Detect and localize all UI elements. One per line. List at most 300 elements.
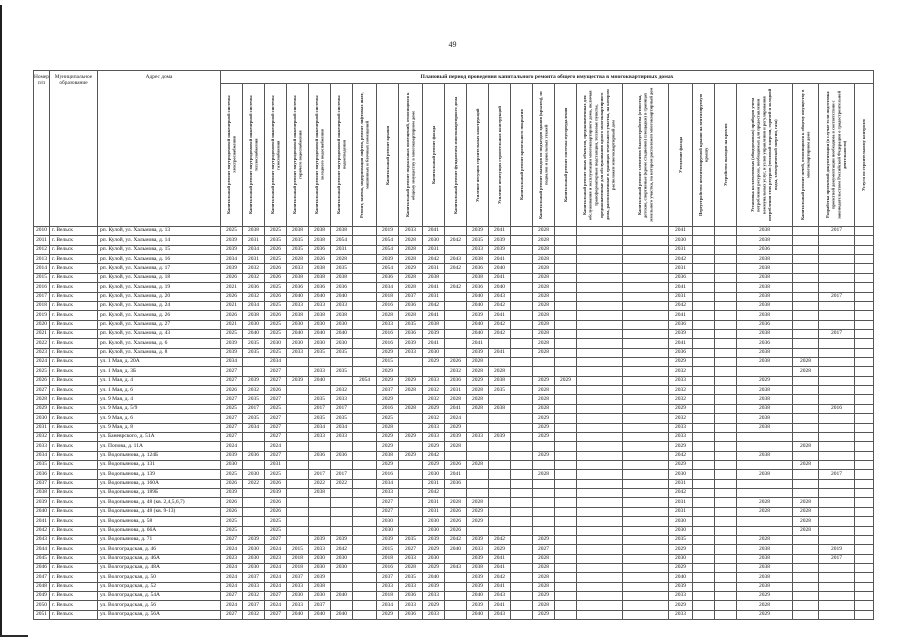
- year-cell: [511, 423, 533, 432]
- year-cell: [715, 423, 737, 432]
- year-cell: [623, 535, 669, 544]
- year-cell: 2017: [309, 470, 331, 479]
- year-cell: [353, 554, 377, 563]
- year-cell: 2038: [423, 320, 445, 329]
- year-cell: [793, 292, 819, 301]
- year-cell: 2033: [669, 376, 693, 385]
- year-cell: 2026: [265, 498, 287, 507]
- municipality-cell: г. Вельск: [50, 283, 98, 292]
- year-cell: [309, 507, 331, 516]
- year-cell: 2029: [445, 423, 467, 432]
- table-row: [34, 535, 874, 544]
- year-cell: [287, 479, 309, 488]
- year-cell: 2026: [265, 507, 287, 516]
- year-cell: [855, 507, 874, 516]
- year-cell: [737, 442, 793, 451]
- work-type-header-text: Усиление несущих строительных конструкций: [474, 108, 480, 202]
- year-cell: 2038: [309, 227, 331, 236]
- year-cell: [287, 470, 309, 479]
- year-cell: 2038: [467, 255, 489, 264]
- year-cell: [623, 273, 669, 282]
- year-cell: 2036: [399, 301, 423, 310]
- year-cell: [623, 601, 669, 610]
- year-cell: 2028: [377, 311, 399, 320]
- year-cell: [511, 460, 533, 469]
- municipality-cell: г. Вельск: [50, 273, 98, 282]
- year-cell: [693, 460, 715, 469]
- year-cell: [793, 264, 819, 273]
- year-cell: [555, 545, 577, 554]
- municipality-cell: г. Вельск: [50, 601, 98, 610]
- year-cell: 2042: [669, 451, 693, 460]
- work-type-header-13: [489, 84, 511, 227]
- year-cell: 2042: [489, 329, 511, 338]
- work-type-header-21: [715, 84, 737, 227]
- year-cell: 2039: [467, 311, 489, 320]
- year-cell: [243, 432, 265, 441]
- municipality-cell: г. Вельск: [50, 367, 98, 376]
- year-cell: [577, 404, 623, 413]
- year-cell: [855, 236, 874, 245]
- year-cell: 2033: [287, 301, 309, 310]
- address-cell: рп. Кулой, ул. Хальмова, д. 20: [98, 292, 221, 301]
- year-cell: 2028: [533, 320, 555, 329]
- year-cell: [855, 227, 874, 236]
- year-cell: [793, 489, 819, 498]
- year-cell: 2026: [265, 273, 287, 282]
- year-cell: 2039: [331, 535, 353, 544]
- year-cell: 2039: [399, 339, 423, 348]
- year-cell: [577, 376, 623, 385]
- year-cell: 2029: [377, 432, 399, 441]
- year-cell: [243, 489, 265, 498]
- year-cell: 2028: [793, 442, 819, 451]
- year-cell: 2036: [467, 283, 489, 292]
- year-cell: 2026: [221, 479, 243, 488]
- year-cell: 2023: [265, 554, 287, 563]
- year-cell: 2038: [737, 423, 793, 432]
- year-cell: 2029: [377, 610, 399, 619]
- year-cell: [577, 386, 623, 395]
- address-cell: ул. Попова, д. 11А: [98, 442, 221, 451]
- year-cell: 2028: [533, 329, 555, 338]
- year-cell: [533, 460, 555, 469]
- municipality-cell: г. Вельск: [50, 610, 98, 619]
- work-type-header-25: [855, 84, 874, 227]
- year-cell: 2040: [309, 376, 331, 385]
- year-cell: 2033: [399, 554, 423, 563]
- year-cell: [693, 601, 715, 610]
- year-cell: 2022: [243, 479, 265, 488]
- year-cell: [623, 554, 669, 563]
- year-cell: [577, 414, 623, 423]
- year-cell: [715, 348, 737, 357]
- year-cell: [243, 367, 265, 376]
- year-cell: [399, 423, 423, 432]
- year-cell: 2029: [669, 563, 693, 572]
- year-cell: 2035: [243, 395, 265, 404]
- year-cell: 2030: [669, 236, 693, 245]
- year-cell: 2036: [331, 451, 353, 460]
- year-cell: [353, 432, 377, 441]
- year-cell: 2038: [737, 236, 793, 245]
- table-row: [34, 395, 874, 404]
- year-cell: [353, 563, 377, 572]
- year-cell: 2036: [737, 339, 793, 348]
- year-cell: 2034: [243, 245, 265, 254]
- year-cell: 2028: [399, 255, 423, 264]
- year-cell: 2023: [221, 554, 243, 563]
- year-cell: [715, 311, 737, 320]
- year-cell: [577, 507, 623, 516]
- year-cell: 2037: [243, 573, 265, 582]
- address-cell: ул. Водопьянова, д. 131: [98, 460, 221, 469]
- year-cell: [623, 367, 669, 376]
- year-cell: [623, 227, 669, 236]
- year-cell: 2041: [423, 339, 445, 348]
- year-cell: [819, 301, 855, 310]
- year-cell: 2036: [399, 592, 423, 601]
- municipality-cell: г. Вельск: [50, 573, 98, 582]
- year-cell: 2029: [533, 423, 555, 432]
- year-cell: [819, 386, 855, 395]
- year-cell: [287, 395, 309, 404]
- year-cell: [353, 610, 377, 619]
- year-cell: [555, 470, 577, 479]
- work-type-header-12: [467, 84, 489, 227]
- year-cell: 2029: [533, 610, 555, 619]
- year-cell: 2018: [287, 563, 309, 572]
- year-cell: 2034: [221, 255, 243, 264]
- year-cell: [511, 311, 533, 320]
- year-cell: 2024: [221, 582, 243, 591]
- year-cell: 2042: [489, 301, 511, 310]
- year-cell: [623, 470, 669, 479]
- year-cell: [693, 582, 715, 591]
- year-cell: 2028: [793, 367, 819, 376]
- year-cell: 2028: [737, 601, 793, 610]
- year-cell: [511, 358, 533, 367]
- year-cell: 2026: [445, 358, 467, 367]
- year-cell: [533, 479, 555, 488]
- year-cell: 2028: [793, 517, 819, 526]
- year-cell: 2036: [243, 451, 265, 460]
- year-cell: [577, 245, 623, 254]
- year-cell: 2028: [737, 498, 793, 507]
- year-cell: [331, 442, 353, 451]
- address-cell: рп. Кулой, ул. Хальмова, д. 27: [98, 320, 221, 329]
- year-cell: [855, 414, 874, 423]
- year-cell: 2042: [489, 535, 511, 544]
- left-header-1: Муниципальное образование: [50, 71, 98, 227]
- municipality-cell: г. Вельск: [50, 376, 98, 385]
- year-cell: 2040: [467, 301, 489, 310]
- year-cell: 2033: [309, 545, 331, 554]
- page-number: 49: [448, 40, 457, 49]
- year-cell: [793, 395, 819, 404]
- year-cell: 2031: [423, 292, 445, 301]
- year-cell: [511, 489, 533, 498]
- year-cell: [793, 386, 819, 395]
- year-cell: [511, 601, 533, 610]
- year-cell: [577, 601, 623, 610]
- year-cell: 2025: [221, 517, 243, 526]
- row-number-cell: 2019: [34, 311, 50, 320]
- year-cell: 2037: [377, 573, 399, 582]
- year-cell: [445, 582, 467, 591]
- year-cell: 2042: [423, 301, 445, 310]
- table-row: [34, 283, 874, 292]
- year-cell: [533, 517, 555, 526]
- year-cell: 2029: [737, 592, 793, 601]
- year-cell: [715, 236, 737, 245]
- year-cell: [577, 329, 623, 338]
- year-cell: [793, 236, 819, 245]
- year-cell: [623, 348, 669, 357]
- year-cell: [555, 236, 577, 245]
- year-cell: 2027: [221, 535, 243, 544]
- year-cell: 2028: [287, 255, 309, 264]
- year-cell: 2035: [309, 348, 331, 357]
- year-cell: [555, 329, 577, 338]
- row-number-cell: 2025: [34, 367, 50, 376]
- year-cell: 2041: [423, 227, 445, 236]
- year-cell: 2042: [445, 264, 467, 273]
- year-cell: 2025: [265, 301, 287, 310]
- address-cell: рп. Кулой, ул. Хальмова, д. 43: [98, 329, 221, 338]
- year-cell: 2036: [287, 283, 309, 292]
- year-cell: [445, 573, 467, 582]
- year-cell: [353, 442, 377, 451]
- year-cell: [693, 592, 715, 601]
- year-cell: [287, 442, 309, 451]
- year-cell: 2025: [265, 255, 287, 264]
- year-cell: 2036: [243, 283, 265, 292]
- year-cell: 2026: [265, 292, 287, 301]
- year-cell: 2037: [309, 601, 331, 610]
- year-cell: 2040: [331, 329, 353, 338]
- address-cell: ул. Водопьянова, д. 48 (кв. 2,4,5,6,7): [98, 498, 221, 507]
- year-cell: [819, 367, 855, 376]
- year-cell: 2028: [533, 283, 555, 292]
- address-cell: ул. Баневрского, д. 51А: [98, 432, 221, 441]
- year-cell: [855, 432, 874, 441]
- year-cell: 2040: [331, 292, 353, 301]
- year-cell: [855, 498, 874, 507]
- year-cell: [489, 507, 511, 516]
- year-cell: 2042: [423, 489, 445, 498]
- year-cell: [511, 386, 533, 395]
- year-cell: 2026: [445, 460, 467, 469]
- year-cell: [555, 582, 577, 591]
- year-cell: 2038: [737, 573, 793, 582]
- year-cell: [577, 592, 623, 601]
- year-cell: 2038: [309, 311, 331, 320]
- work-type-header-text: Капитальный ремонт внутридомовой инженерной системы электроснабжения: [225, 95, 237, 215]
- year-cell: [855, 460, 874, 469]
- year-cell: [555, 592, 577, 601]
- year-cell: 2032: [423, 414, 445, 423]
- year-cell: [533, 498, 555, 507]
- year-cell: 2026: [445, 526, 467, 535]
- table-row: [34, 582, 874, 591]
- year-cell: 2030: [669, 517, 693, 526]
- year-cell: [467, 489, 489, 498]
- table-row: [34, 517, 874, 526]
- year-cell: [693, 367, 715, 376]
- year-cell: 2028: [793, 498, 819, 507]
- year-cell: [855, 329, 874, 338]
- year-cell: [793, 283, 819, 292]
- year-cell: 2033: [399, 227, 423, 236]
- table-row: [34, 489, 874, 498]
- address-cell: рп. Кулой, ул. Хальмова, д. 17: [98, 264, 221, 273]
- year-cell: 2027: [265, 451, 287, 460]
- year-cell: [623, 545, 669, 554]
- year-cell: 2017: [309, 404, 331, 413]
- year-cell: 2016: [377, 470, 399, 479]
- year-cell: 2019: [819, 545, 855, 554]
- year-cell: 2028: [737, 535, 793, 544]
- year-cell: [353, 301, 377, 310]
- year-cell: [855, 367, 874, 376]
- municipality-cell: г. Вельск: [50, 451, 98, 460]
- year-cell: 2033: [309, 367, 331, 376]
- year-cell: 2038: [737, 264, 793, 273]
- year-cell: [715, 301, 737, 310]
- year-cell: 2033: [309, 432, 331, 441]
- year-cell: 2038: [309, 489, 331, 498]
- year-cell: [855, 554, 874, 563]
- year-cell: [555, 517, 577, 526]
- year-cell: [353, 545, 377, 554]
- year-cell: 2033: [399, 582, 423, 591]
- address-cell: рп. Кулой, ул. Хальмова, д. 26: [98, 311, 221, 320]
- year-cell: 2030: [423, 517, 445, 526]
- year-cell: [489, 479, 511, 488]
- year-cell: [693, 507, 715, 516]
- year-cell: [511, 507, 533, 516]
- address-cell: ул. Волгоградская, д. 56: [98, 601, 221, 610]
- year-cell: 2030: [669, 554, 693, 563]
- year-cell: [577, 227, 623, 236]
- year-cell: [331, 582, 353, 591]
- year-cell: 2030: [243, 320, 265, 329]
- year-cell: [693, 292, 715, 301]
- year-cell: 2038: [737, 255, 793, 264]
- year-cell: [715, 395, 737, 404]
- municipality-cell: г. Вельск: [50, 255, 98, 264]
- year-cell: 2025: [265, 526, 287, 535]
- year-cell: [855, 489, 874, 498]
- year-cell: 2033: [287, 264, 309, 273]
- year-cell: [855, 535, 874, 544]
- year-cell: 2030: [287, 320, 309, 329]
- work-type-header-text: Капитальный ремонт внутридомовой инженерной системы газоснабжения: [269, 95, 281, 215]
- year-cell: [577, 311, 623, 320]
- year-cell: [715, 386, 737, 395]
- year-cell: 2038: [737, 451, 793, 460]
- year-cell: 2041: [669, 283, 693, 292]
- table-row: [34, 339, 874, 348]
- year-cell: 2033: [423, 423, 445, 432]
- year-cell: 2036: [309, 283, 331, 292]
- work-type-header-text: Установка коллективных (общедомовых) приборов учета потребления ресурсов, необходимых для предоставления коммунальных услуг, и узлов управления и регулирования потребления этих ресурсов (тепловой энергии, горячей и холодной воды, электрической энергии, газа): [750, 88, 779, 222]
- year-cell: [623, 414, 669, 423]
- year-cell: [243, 460, 265, 469]
- year-cell: [399, 498, 423, 507]
- year-cell: [533, 526, 555, 535]
- table-row: [34, 470, 874, 479]
- year-cell: 2031: [423, 264, 445, 273]
- year-cell: 2027: [221, 610, 243, 619]
- year-cell: 2024: [221, 563, 243, 572]
- year-cell: [793, 432, 819, 441]
- year-cell: [715, 376, 737, 385]
- year-cell: 2039: [467, 554, 489, 563]
- year-cell: [577, 451, 623, 460]
- work-type-header-text: Капитальный ремонт кровельного покрытия: [518, 109, 524, 201]
- year-cell: [511, 592, 533, 601]
- year-cell: 2033: [467, 245, 489, 254]
- year-cell: 2024: [221, 601, 243, 610]
- table-row: [34, 498, 874, 507]
- year-cell: [623, 376, 669, 385]
- year-cell: 2040: [467, 320, 489, 329]
- year-cell: [467, 526, 489, 535]
- year-cell: 2039: [287, 376, 309, 385]
- year-cell: [353, 526, 377, 535]
- year-cell: [511, 236, 533, 245]
- year-cell: [555, 479, 577, 488]
- year-cell: [793, 451, 819, 460]
- year-cell: [511, 517, 533, 526]
- year-cell: [855, 264, 874, 273]
- year-cell: [623, 395, 669, 404]
- municipality-cell: г. Вельск: [50, 545, 98, 554]
- municipality-cell: г. Вельск: [50, 432, 98, 441]
- work-type-header-22: [737, 84, 793, 227]
- address-cell: ул. 1 Мая, д. 6: [98, 386, 221, 395]
- year-cell: 2028: [399, 311, 423, 320]
- year-cell: 2015: [377, 358, 399, 367]
- year-cell: 2030: [287, 339, 309, 348]
- year-cell: 2031: [423, 245, 445, 254]
- year-cell: [353, 329, 377, 338]
- row-number-cell: 2014: [34, 264, 50, 273]
- year-cell: 2042: [669, 489, 693, 498]
- year-cell: 2033: [331, 395, 353, 404]
- year-cell: 2028: [533, 301, 555, 310]
- year-cell: 2041: [489, 554, 511, 563]
- year-cell: [555, 348, 577, 357]
- year-cell: 2042: [331, 545, 353, 554]
- year-cell: [489, 498, 511, 507]
- table-row: [34, 479, 874, 488]
- year-cell: 2029: [669, 442, 693, 451]
- municipality-cell: г. Вельск: [50, 517, 98, 526]
- year-cell: [577, 339, 623, 348]
- year-cell: 2041: [445, 404, 467, 413]
- year-cell: 2038: [737, 358, 793, 367]
- year-cell: 2041: [489, 273, 511, 282]
- year-cell: [331, 358, 353, 367]
- year-cell: [623, 283, 669, 292]
- year-cell: [737, 489, 793, 498]
- year-cell: [693, 329, 715, 338]
- year-cell: 2035: [331, 367, 353, 376]
- year-cell: 2029: [467, 376, 489, 385]
